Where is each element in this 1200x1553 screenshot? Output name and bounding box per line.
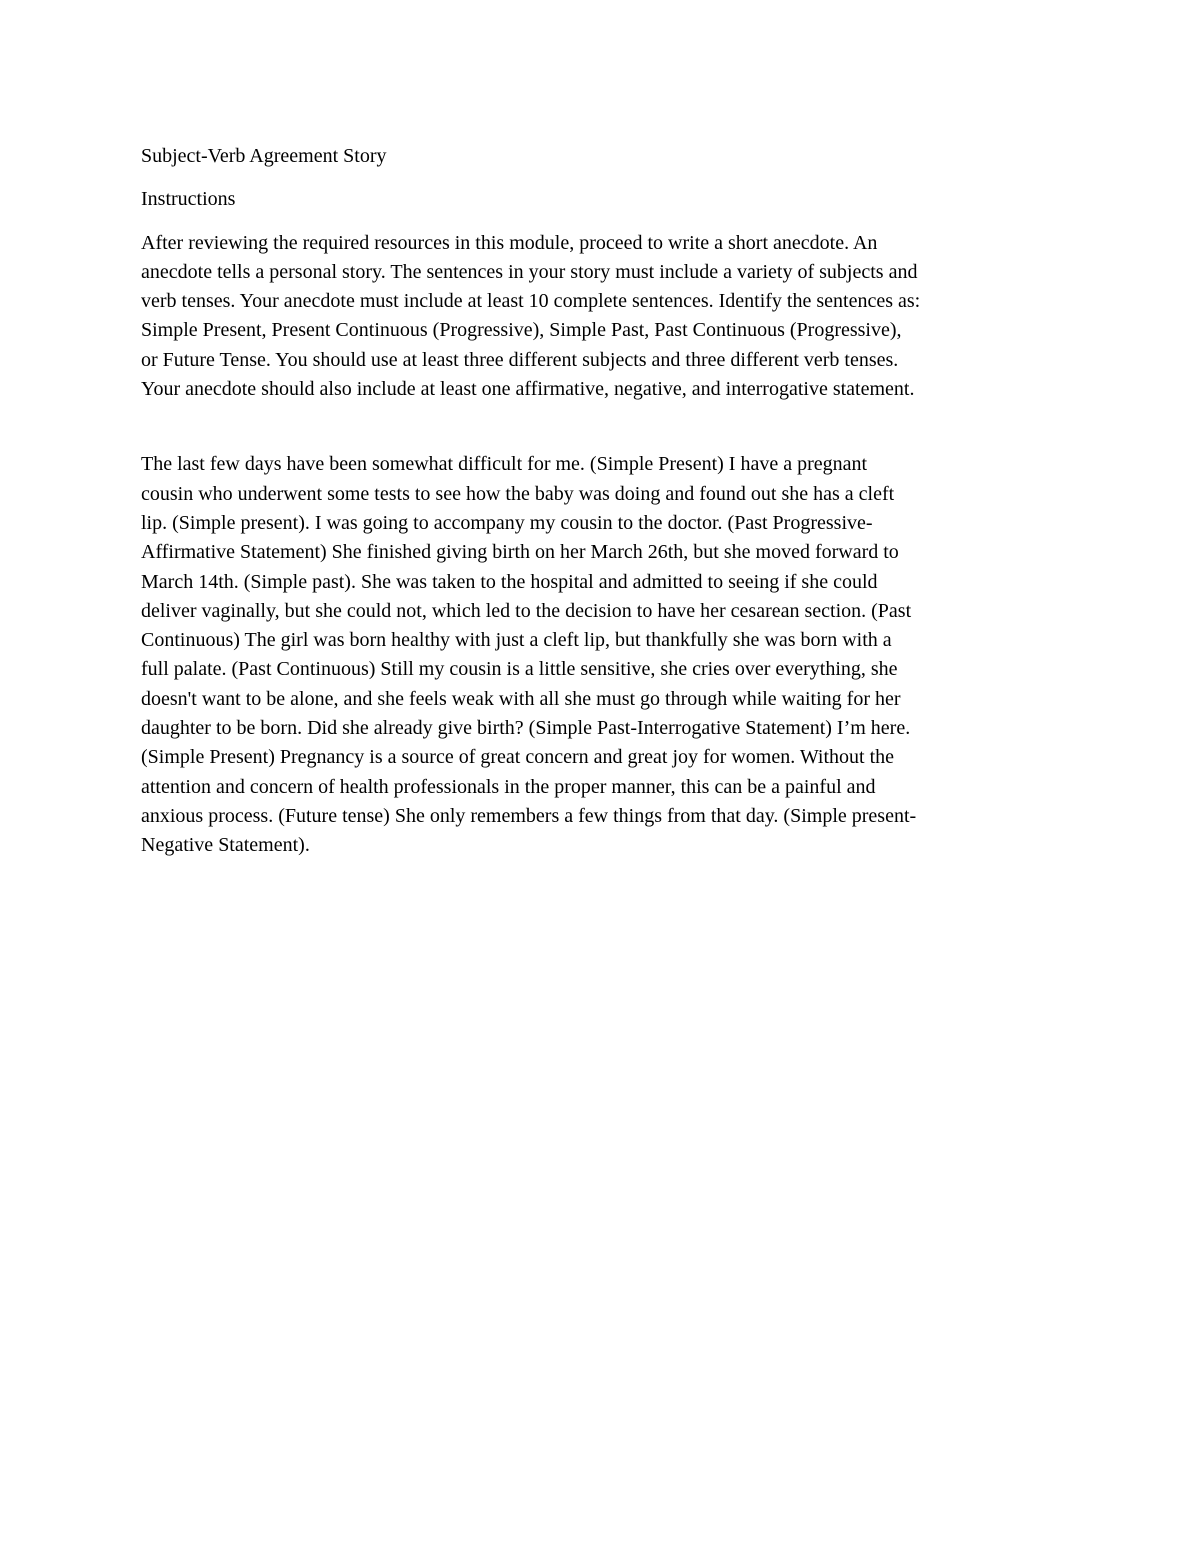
story-paragraph <box>141 450 1066 860</box>
document-body <box>141 142 1066 861</box>
story-line: cousin who underwent some tests to see how the baby was doing and found out she has a cleft <box>141 482 895 505</box>
story-line: lip. (Simple present). I was going to accompany my cousin to the doctor. (Past Progressive- <box>141 511 873 534</box>
story-line: March 14th. (Simple past). She was taken to the hospital and admitted to seeing if she could <box>141 570 878 593</box>
instructions-line: anecdote tells a personal story. The sentences in your story must include a variety of subjects and <box>141 260 918 283</box>
instructions-line: verb tenses. Your anecdote must include at least 10 complete sentences. Identify the sentences as: <box>141 290 921 313</box>
story-line: doesn't want to be alone, and she feels weak with all she must go through while waiting for her <box>141 687 901 710</box>
story-line: Continuous) The girl was born healthy with just a cleft lip, but thankfully she was born with a <box>141 629 892 652</box>
instructions-line: or Future Tense. You should use at least three different subjects and three different verb tenses. <box>141 348 899 371</box>
story-line: daughter to be born. Did she already give birth? (Simple Past-Interrogative Statement) I’m here. <box>141 717 911 740</box>
story-line: anxious process. (Future tense) She only remembers a few things from that day. (Simple present- <box>141 804 917 827</box>
instructions-line: Your anecdote should also include at least one affirmative, negative, and interrogative statement. <box>141 378 915 401</box>
instructions-heading: Instructions <box>141 188 236 211</box>
story-line: (Simple Present) Pregnancy is a source of great concern and great joy for women. Without the <box>141 746 895 769</box>
instructions-line: Simple Present, Present Continuous (Progressive), Simple Past, Past Continuous (Progressive), <box>141 319 902 342</box>
document-title: Subject-Verb Agreement Story <box>141 145 387 167</box>
story-line: full palate. (Past Continuous) Still my cousin is a little sensitive, she cries over everything, she <box>141 658 898 681</box>
story-line: deliver vaginally, but she could not, which led to the decision to have her cesarean section. (Past <box>141 599 912 622</box>
instructions-paragraph <box>141 229 1066 405</box>
instructions-line: After reviewing the required resources in this module, proceed to write a short anecdote. An <box>141 231 878 254</box>
story-line: The last few days have been somewhat difficult for me. (Simple Present) I have a pregnant <box>141 453 868 476</box>
story-line: attention and concern of health professionals in the proper manner, this can be a painful and <box>141 775 876 798</box>
story-line: Negative Statement). <box>141 834 310 857</box>
story-line: Affirmative Statement) She finished giving birth on her March 26th, but she moved forward to <box>141 541 899 564</box>
